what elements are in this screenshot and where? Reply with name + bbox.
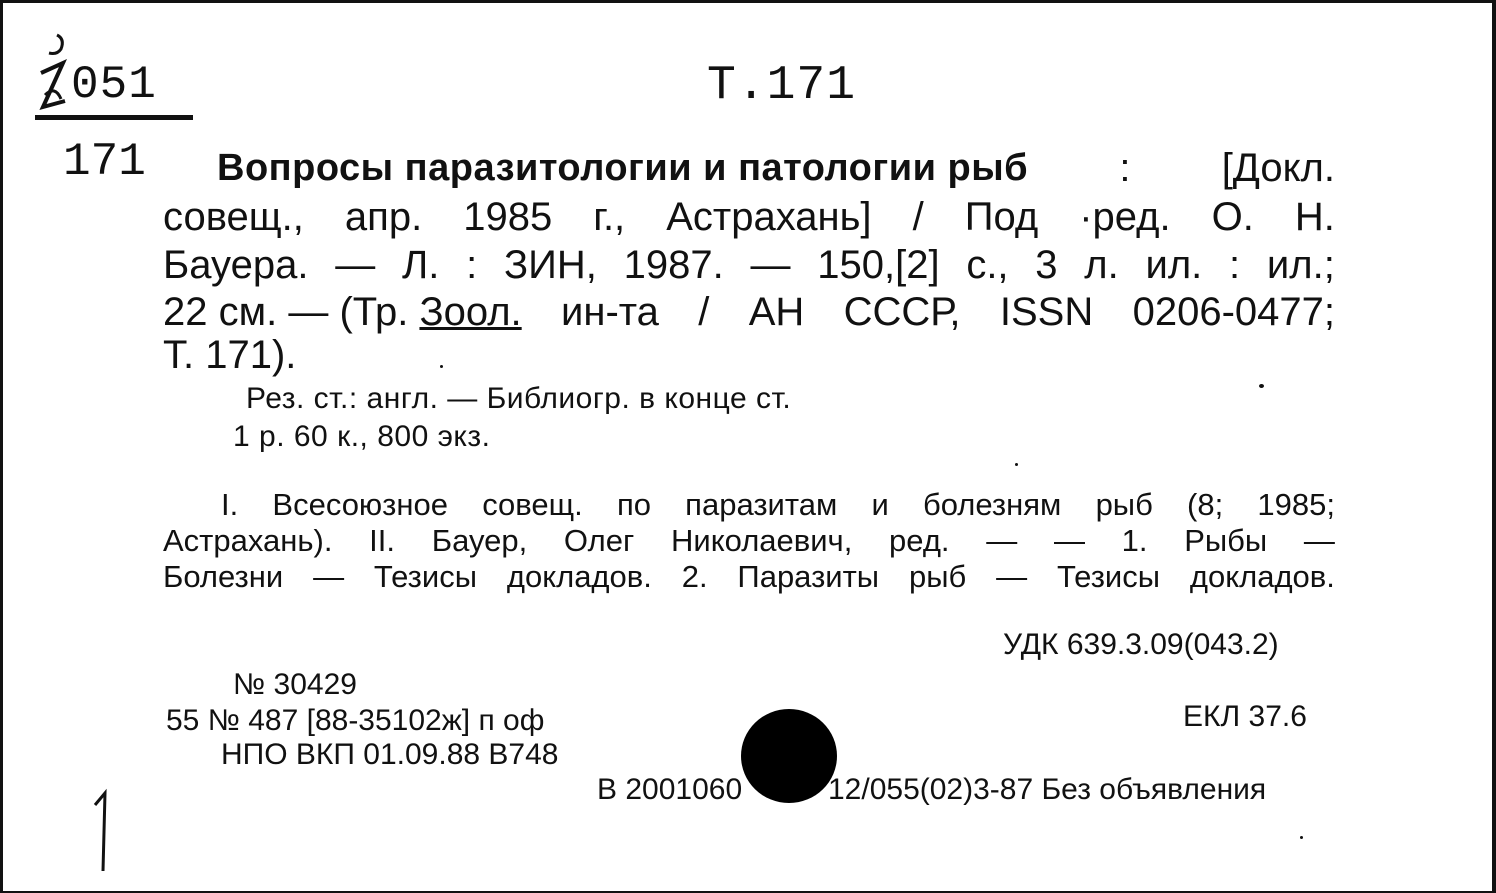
word: Николаевич, <box>671 523 853 558</box>
subject-line-2 <box>163 523 1335 559</box>
word: ред. <box>889 523 950 558</box>
word: докладов. <box>506 559 652 594</box>
word: Н. <box>1294 195 1335 239</box>
word: л. <box>1084 243 1119 287</box>
title-separator: : <box>1119 146 1131 190</box>
word: 1987. <box>623 243 724 287</box>
publisher-line: НПО ВКП 01.09.88 В748 <box>221 738 559 771</box>
description-line-3 <box>163 243 1335 287</box>
issn: 0206-0477; <box>1132 290 1335 334</box>
volume-reference: T.171 <box>707 59 857 113</box>
word: рыб <box>1095 487 1153 522</box>
word: совещ., <box>163 195 304 239</box>
word: Тезисы <box>1056 559 1161 594</box>
title-line <box>217 146 1335 190</box>
summary-note: Рез. ст.: англ. — Библиогр. в конце ст. <box>246 382 792 415</box>
word: — <box>313 559 345 594</box>
word: болезням <box>922 487 1062 522</box>
word: и <box>871 487 889 522</box>
word: 2. <box>681 559 708 594</box>
word: 150,[2] <box>817 243 940 287</box>
description-line-2 <box>163 195 1335 239</box>
word: рыб <box>908 559 967 594</box>
word: — <box>986 523 1018 558</box>
subject-line-1 <box>221 487 1335 523</box>
word: 3 <box>1035 243 1058 287</box>
word: О. <box>1211 195 1254 239</box>
word: ЗИН, <box>503 243 597 287</box>
word: I. <box>221 487 239 522</box>
call-number: 171 <box>63 136 146 188</box>
word: / <box>698 290 710 334</box>
series-text: 22 см. — (Тр. <box>163 290 409 334</box>
shelf-code-underline <box>35 115 193 120</box>
word: с., <box>966 243 1009 287</box>
word: апр. <box>344 195 423 239</box>
series-volume: Т. 171). <box>163 333 297 377</box>
registration-number: № 30429 <box>233 668 357 701</box>
speck <box>440 365 443 368</box>
word: г., <box>593 195 626 239</box>
underlined-word: Зоол. <box>419 290 522 334</box>
udk-code: УДК 639.3.09(043.2) <box>1003 628 1279 661</box>
word: Всесоюзное <box>272 487 448 522</box>
catalog-code-left: В 2001060 <box>597 773 743 806</box>
word: (8; <box>1187 487 1224 522</box>
handwritten-mark <box>37 15 67 115</box>
word: паразитам <box>685 487 838 522</box>
speck <box>1015 463 1018 466</box>
punch-hole <box>741 709 837 803</box>
word: — <box>996 559 1028 594</box>
word: Бауер, <box>431 523 528 558</box>
word: Олег <box>563 523 635 558</box>
speck <box>1300 836 1303 839</box>
word: АН <box>748 290 805 334</box>
word: Под <box>964 195 1039 239</box>
word: 1. <box>1121 523 1148 558</box>
word: Астрахань). <box>163 523 333 558</box>
word: Бауера. <box>163 243 309 287</box>
word: — <box>1303 523 1335 558</box>
price-note: 1 р. 60 к., 800 экз. <box>233 420 491 453</box>
word: II. <box>369 523 396 558</box>
word: ISSN <box>999 290 1094 334</box>
word: СССР, <box>843 290 961 334</box>
word: : <box>466 243 478 287</box>
word: по <box>616 487 651 522</box>
word: Тезисы <box>373 559 477 594</box>
book-title: Вопросы паразитологии и патологии рыб <box>217 147 1029 189</box>
word: докладов. <box>1189 559 1335 594</box>
order-line: 55 № 487 [88-35102ж] п оф <box>166 704 545 737</box>
word: совещ. <box>482 487 583 522</box>
title-note-start: [Докл. <box>1221 146 1335 190</box>
word: Астрахань] <box>666 195 872 239</box>
word: ин-та <box>561 290 659 334</box>
word: 1985 <box>463 195 553 239</box>
word: / <box>912 195 924 239</box>
word: — <box>1053 523 1085 558</box>
word: ил. <box>1145 243 1203 287</box>
subject-line-3 <box>163 559 1335 595</box>
word: : <box>1229 243 1241 287</box>
ekl-code: ЕКЛ 37.6 <box>1183 700 1307 733</box>
word: — <box>335 243 376 287</box>
description-line-4 <box>163 290 1335 334</box>
word: — <box>750 243 791 287</box>
word: Паразиты <box>737 559 880 594</box>
series-prefix <box>163 290 522 334</box>
word: ил.; <box>1266 243 1335 287</box>
shelf-code: 051 <box>71 59 157 111</box>
catalog-code-right: 12/055(02)3-87 Без объявления <box>828 773 1267 806</box>
speck <box>1259 384 1264 388</box>
word: ·ред. <box>1079 195 1171 239</box>
word: Рыбы <box>1184 523 1268 558</box>
handwritten-stroke <box>91 783 113 873</box>
word: 1985; <box>1257 487 1335 522</box>
word: Болезни <box>163 559 284 594</box>
word: Л. <box>401 243 440 287</box>
